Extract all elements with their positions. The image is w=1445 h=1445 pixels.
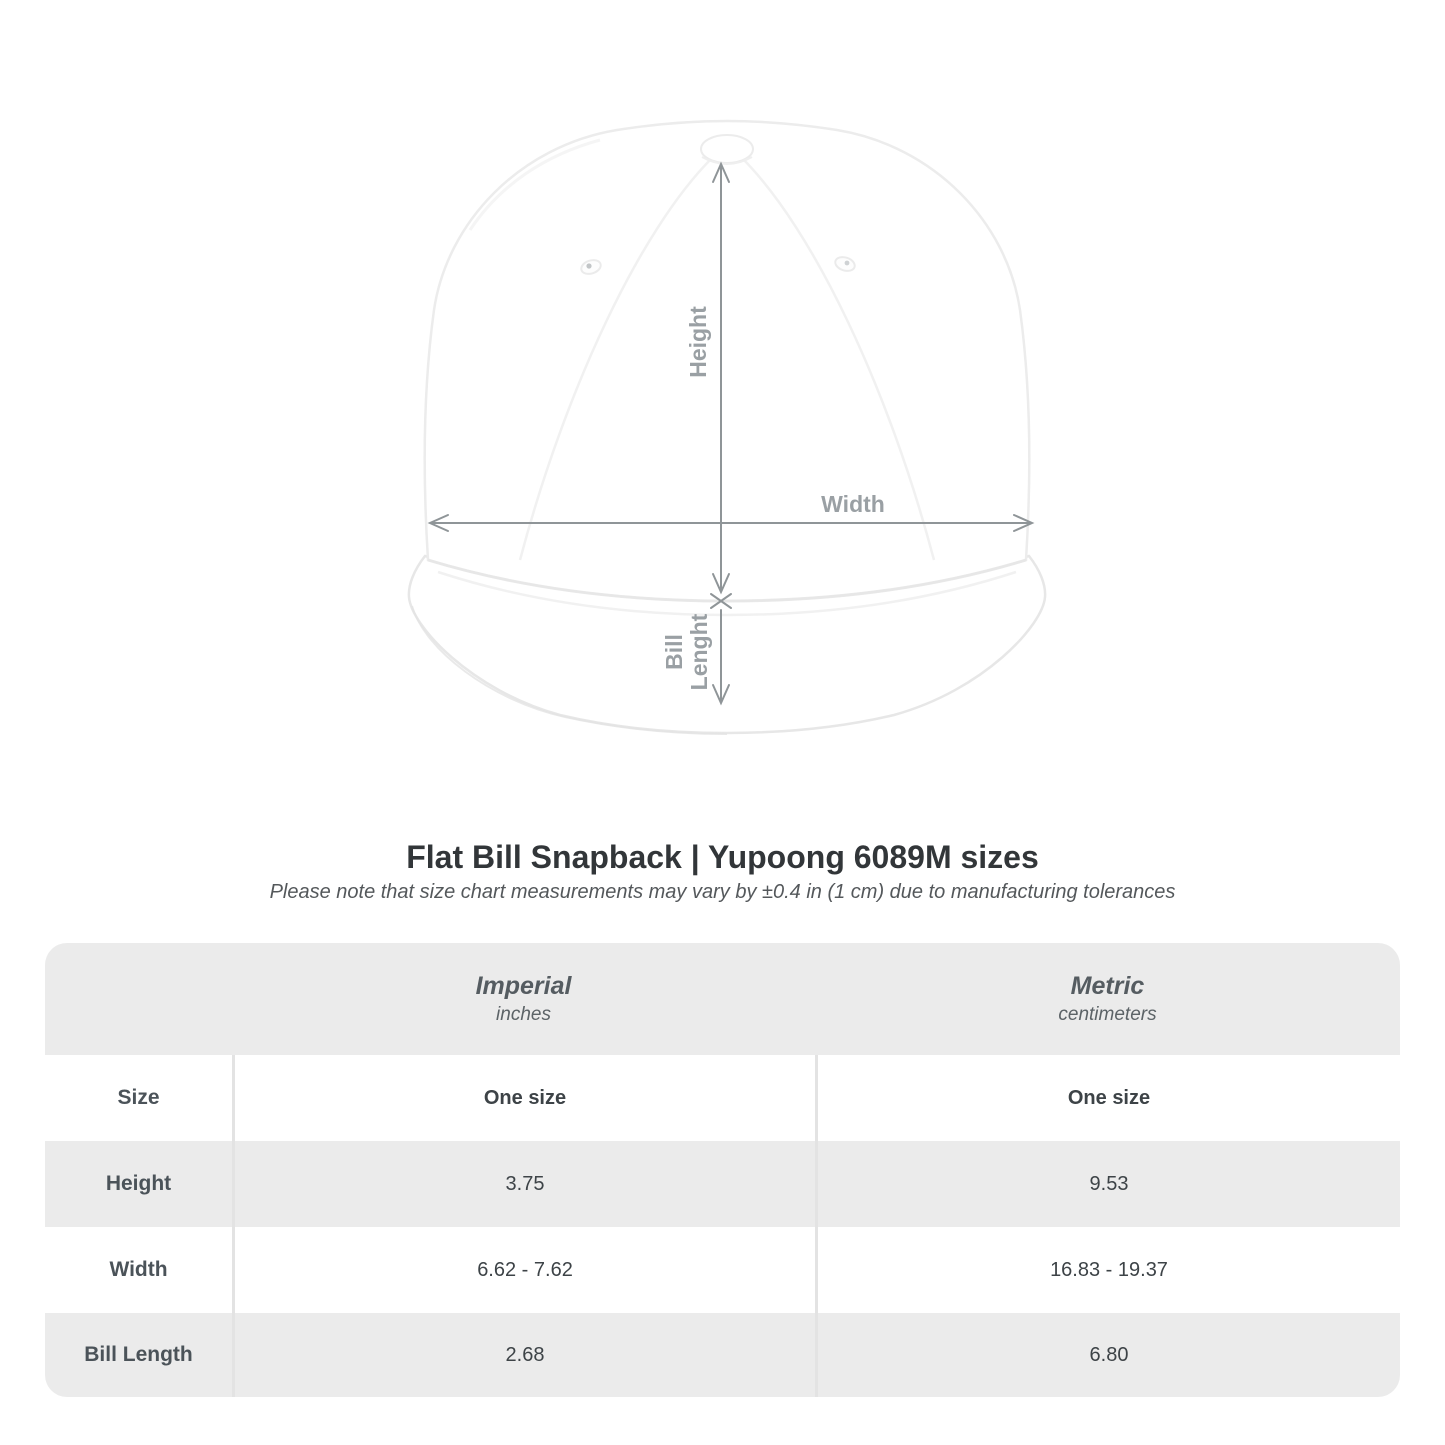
metric-unit-label: centimeters bbox=[1058, 1004, 1157, 1025]
imperial-value: 6.62 - 7.62 bbox=[477, 1258, 573, 1281]
imperial-value-cell bbox=[232, 1313, 815, 1397]
imperial-label: Imperial bbox=[475, 972, 572, 1000]
bill-length-dimension-label-line2: Lenght bbox=[686, 613, 712, 691]
imperial-value-cell bbox=[232, 1141, 815, 1227]
row-label: Bill Length bbox=[84, 1343, 193, 1366]
size-chart-header-row bbox=[45, 943, 1400, 1055]
bill-length-dimension-label-line1: Bill bbox=[661, 634, 687, 670]
row-label-cell bbox=[45, 1227, 232, 1313]
size-chart-table bbox=[45, 943, 1400, 1397]
metric-value: 6.80 bbox=[1089, 1343, 1129, 1366]
metric-value-cell bbox=[815, 1313, 1400, 1397]
imperial-value: 3.75 bbox=[505, 1172, 545, 1195]
hat-crown bbox=[425, 121, 1029, 601]
metric-value: 16.83 - 19.37 bbox=[1050, 1258, 1168, 1281]
row-label: Size bbox=[117, 1086, 160, 1109]
row-label: Width bbox=[109, 1258, 168, 1281]
hat-top-button bbox=[701, 135, 753, 164]
height-dimension-label: Height bbox=[685, 306, 711, 378]
imperial-unit-label: inches bbox=[496, 1004, 551, 1025]
table-row-width bbox=[45, 1227, 1400, 1313]
imperial-value: 2.68 bbox=[505, 1343, 545, 1366]
metric-value-cell bbox=[815, 1055, 1400, 1141]
width-dimension-label: Width bbox=[821, 491, 885, 517]
imperial-value: One size bbox=[483, 1086, 567, 1109]
row-label-cell bbox=[45, 1055, 232, 1141]
row-label-cell bbox=[45, 1141, 232, 1227]
metric-value: 9.53 bbox=[1089, 1172, 1129, 1195]
table-row-size bbox=[45, 1055, 1400, 1141]
page-subtitle: Please note that size chart measurements may vary by ±0.4 in (1 cm) due to manufacturing tolerances bbox=[269, 881, 1176, 904]
row-label: Height bbox=[105, 1172, 172, 1195]
metric-value-cell bbox=[815, 1227, 1400, 1313]
title-block bbox=[0, 840, 1445, 904]
metric-value-cell bbox=[815, 1141, 1400, 1227]
column-header-imperial bbox=[232, 972, 815, 1026]
metric-value: One size bbox=[1067, 1086, 1151, 1109]
metric-label: Metric bbox=[1070, 972, 1145, 1000]
table-row-height bbox=[45, 1141, 1400, 1227]
row-label-cell bbox=[45, 1313, 232, 1397]
imperial-value-cell bbox=[232, 1055, 815, 1141]
column-header-metric bbox=[815, 972, 1400, 1026]
table-row-bill-length bbox=[45, 1313, 1400, 1397]
imperial-value-cell bbox=[232, 1227, 815, 1313]
page-title: Flat Bill Snapback | Yupoong 6089M sizes bbox=[406, 839, 1039, 875]
